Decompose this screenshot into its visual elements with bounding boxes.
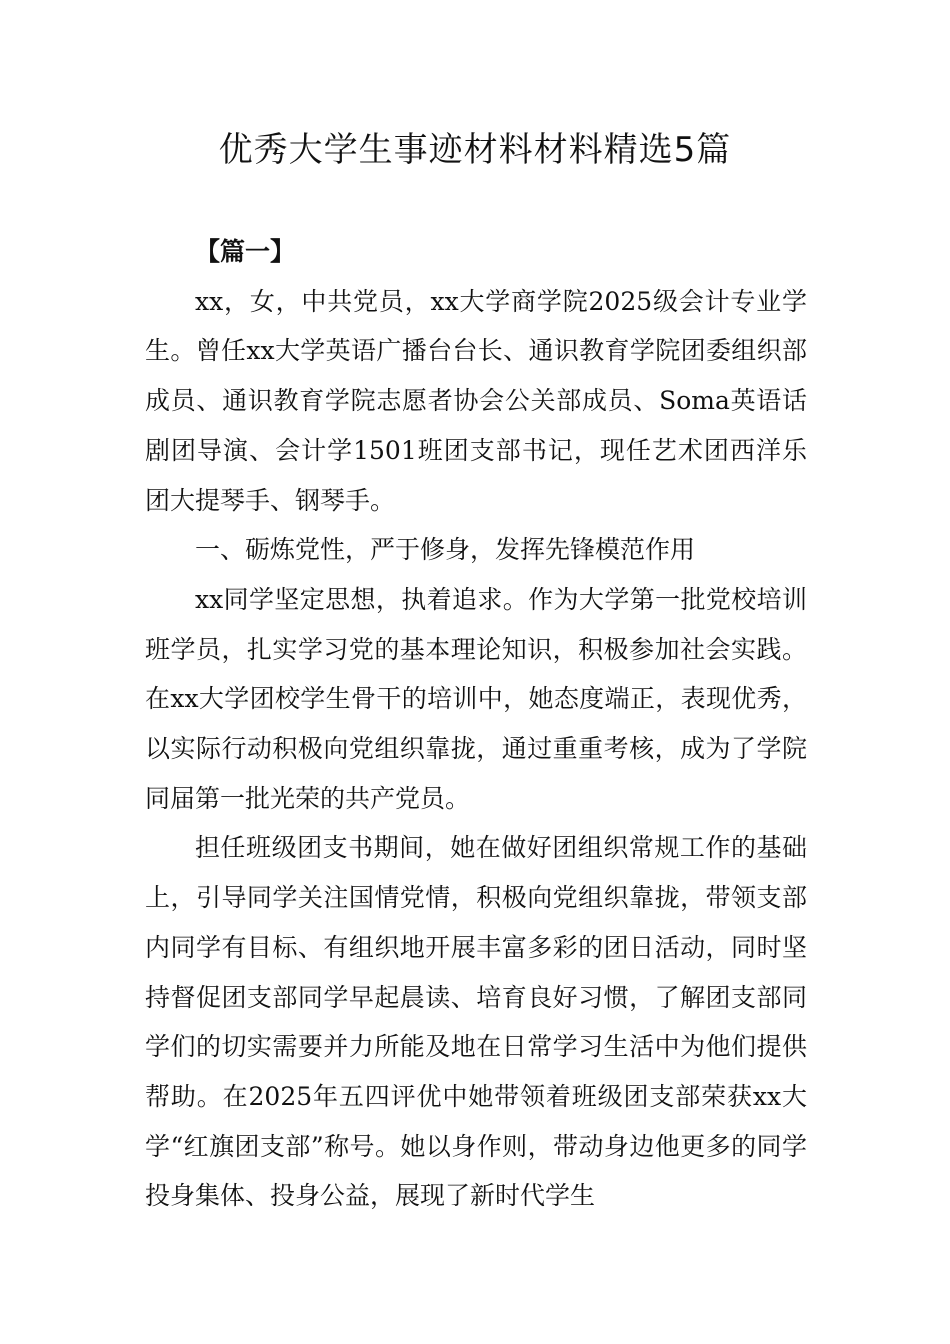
section-label: 【篇一】	[195, 237, 296, 266]
paragraph-intro: xx，女，中共党员，xx大学商学院2025级会计专业学生。曾任xx大学英语广播台台长、通识教育学院团委组织部成员、通识教育学院志愿者协会公关部成员、Soma英语话剧团导演、会计学1501班团支部书记，现任艺术团西洋乐团大提琴手、钢琴手。	[145, 286, 807, 515]
paragraph-heading: 一、砺炼党性，严于修身，发挥先锋模范作用	[195, 535, 696, 565]
document-title: 优秀大学生事迹材料材料精选5篇	[218, 130, 732, 170]
paragraph-league: 担任班级团支书期间，她在做好团组织常规工作的基础上，引导同学关注国情党情，积极向党组织靠拢，带领支部内同学有目标、有组织地开展丰富多彩的团日活动，同时坚持督促团支部同学早起晨读、培育良好习惯，了解团支部同学们的切实需要并力所能及地在日常学习生活中为他们提供帮助。在2025年五四评优中她带领着班级团支部荣获xx大学“红旗团支部”称号。她以身作则，带动身边他更多的同学投身集体、投身公益，展现了新时代学生	[145, 833, 807, 1211]
paragraph-party: xx同学坚定思想，执着追求。作为大学第一批党校培训班学员，扎实学习党的基本理论知识，积极参加社会实践。在xx大学团校学生骨干的培训中，她态度端正，表现优秀，以实际行动积极向党组织靠拢，通过重重考核，成为了学院同届第一批光荣的共产党员。	[145, 584, 807, 813]
document-body	[145, 227, 807, 1221]
